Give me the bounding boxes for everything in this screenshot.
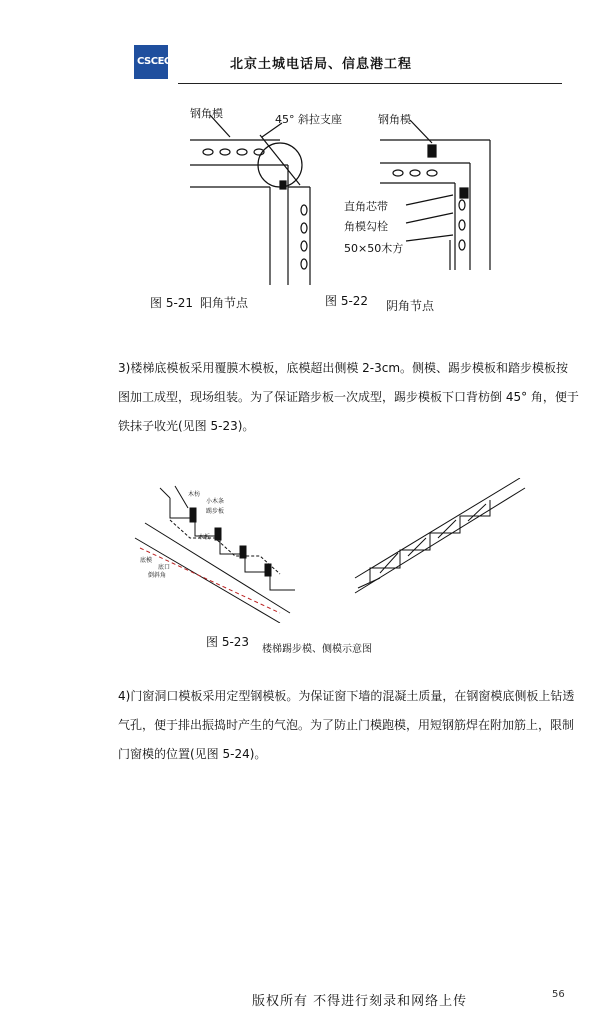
- label-wood-board: 木板: [198, 534, 211, 541]
- label-right-angle-core: 直角芯带: [344, 200, 388, 213]
- label-timber-block: 木枋: [188, 491, 201, 498]
- page-header-title: 北京土城电话局、信息港工程: [230, 57, 413, 72]
- label-small-timber: 小木条: [206, 498, 225, 505]
- label-notch-2: 倒斜角: [148, 572, 167, 579]
- figure-5-22-caption: 阴角节点: [386, 299, 435, 313]
- label-notch-1: 底口: [158, 564, 171, 571]
- label-timber: 50×50木方: [344, 242, 404, 255]
- label-riser-board: 踢步板: [206, 508, 225, 515]
- figure-5-23-caption: 楼梯踢步模、侧模示意图: [262, 644, 372, 655]
- footer-copyright: 版权所有 不得进行刻录和网络上传: [252, 994, 468, 1009]
- label-steel-angle-right: 钢角模: [378, 113, 411, 126]
- company-logo: CSCEC: [134, 45, 168, 79]
- header-divider: [178, 83, 562, 84]
- paragraph-door-window-formwork: 4)门窗洞口模板采用定型钢模板。为保证窗下墙的混凝土质量，在钢窗模底侧板上钻透气孔，便于排出振捣时产生的气泡。为了防止门模跑模，用短钢筋焊在附加筋上，限制门窗模的位置(见图 5-24)。: [118, 689, 575, 761]
- label-angle-hook-bolt: 角模勾栓: [344, 220, 388, 233]
- figure-5-23-number: 图 5-23: [206, 635, 250, 649]
- figure-5-23-drawing: [130, 478, 540, 623]
- label-brace: 45° 斜拉支座: [275, 113, 342, 126]
- label-steel-angle-left: 钢角模: [190, 107, 223, 120]
- figure-5-21-number: 图 5-21: [150, 296, 194, 310]
- page-number: 56: [552, 989, 565, 1000]
- label-bottom-form: 底模: [140, 557, 153, 564]
- figure-5-22-number: 图 5-22: [325, 294, 369, 308]
- paragraph-stair-formwork: 3)楼梯底模板采用覆膜木模板，底模超出侧模 2-3cm。侧模、踢步模板和踏步模板按图加工成型，现场组装。为了保证踏步板一次成型，踢步模板下口背枋倒 45° 角，便于铁抹子收光(见图 5-23)。: [118, 361, 579, 433]
- figure-5-21-caption: 阳角节点: [200, 296, 249, 310]
